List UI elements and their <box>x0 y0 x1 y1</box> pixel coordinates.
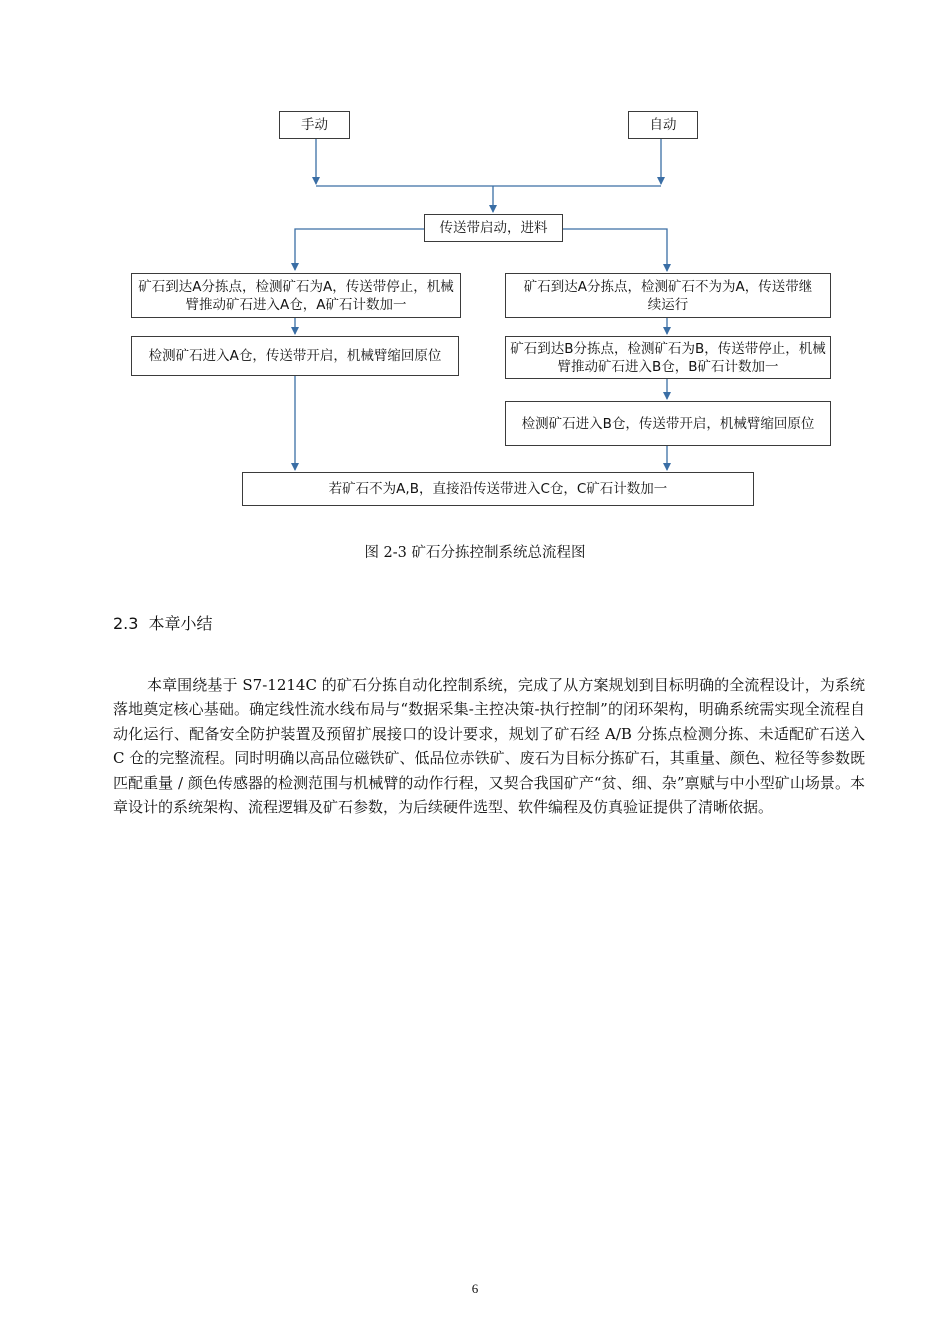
page-number: 6 <box>471 1281 479 1296</box>
section-heading <box>113 611 212 634</box>
right-step1-box: 矿石到达A分拣点，检测矿石不为为A，传送带继续运行 <box>505 273 831 318</box>
manual-box: 手动 <box>279 111 350 139</box>
auto-box: 自动 <box>628 111 698 139</box>
right-step2-box: 矿石到达B分拣点，检测矿石为B，传送带停止，机械臂推动矿石进入B仓，B矿石计数加一 <box>505 336 831 379</box>
conveyor-start-box: 传送带启动，进料 <box>424 214 563 242</box>
left-step2-box: 检测矿石进入A仓，传送带开启，机械臂缩回原位 <box>131 336 459 376</box>
flowchart <box>0 0 950 520</box>
section-title-text: 本章小结 <box>148 614 213 633</box>
arrow-branch-left <box>295 229 424 270</box>
bottom-box: 若矿石不为A,B，直接沿传送带进入C仓，C矿石计数加一 <box>242 472 754 506</box>
left-step1-box: 矿石到达A分拣点，检测矿石为A，传送带停止，机械臂推动矿石进入A仓，A矿石计数加一 <box>131 273 461 318</box>
right-step3-box: 检测矿石进入B仓，传送带开启，机械臂缩回原位 <box>505 401 831 446</box>
figure-caption: 图 2-3 矿石分拣控制系统总流程图 <box>364 545 586 561</box>
arrow-branch-right <box>563 229 667 271</box>
section-number: 2.3 <box>113 614 139 633</box>
summary-paragraph: 本章围绕基于 S7-1214C 的矿石分拣自动化控制系统，完成了从方案规划到目标明确的全流程设计，为系统落地奠定核心基础。确定线性流水线布局与“数据采集-主控决策-执行控制”的闭环架构，明确系统需实现全流程自动化运行、配备安全防护装置及预留扩展接口的设计要求，规划了矿石经 A/B 分拣点检测分拣、未适配矿石送入 C 仓的完整流程。同时明确以高品位磁铁矿、低品位赤铁矿、废石为目标分拣矿石，其重量、颜色、粒径等参数既匹配重量 / 颜色传感器的检测范围与机械臂的动作行程，又契合我国矿产“贫、细、杂”禀赋与中小型矿山场景。本章设计的系统架构、流程逻辑及矿石参数，为后续硬件选型、软件编程及仿真验证提供了清晰依据。 <box>113 676 865 817</box>
